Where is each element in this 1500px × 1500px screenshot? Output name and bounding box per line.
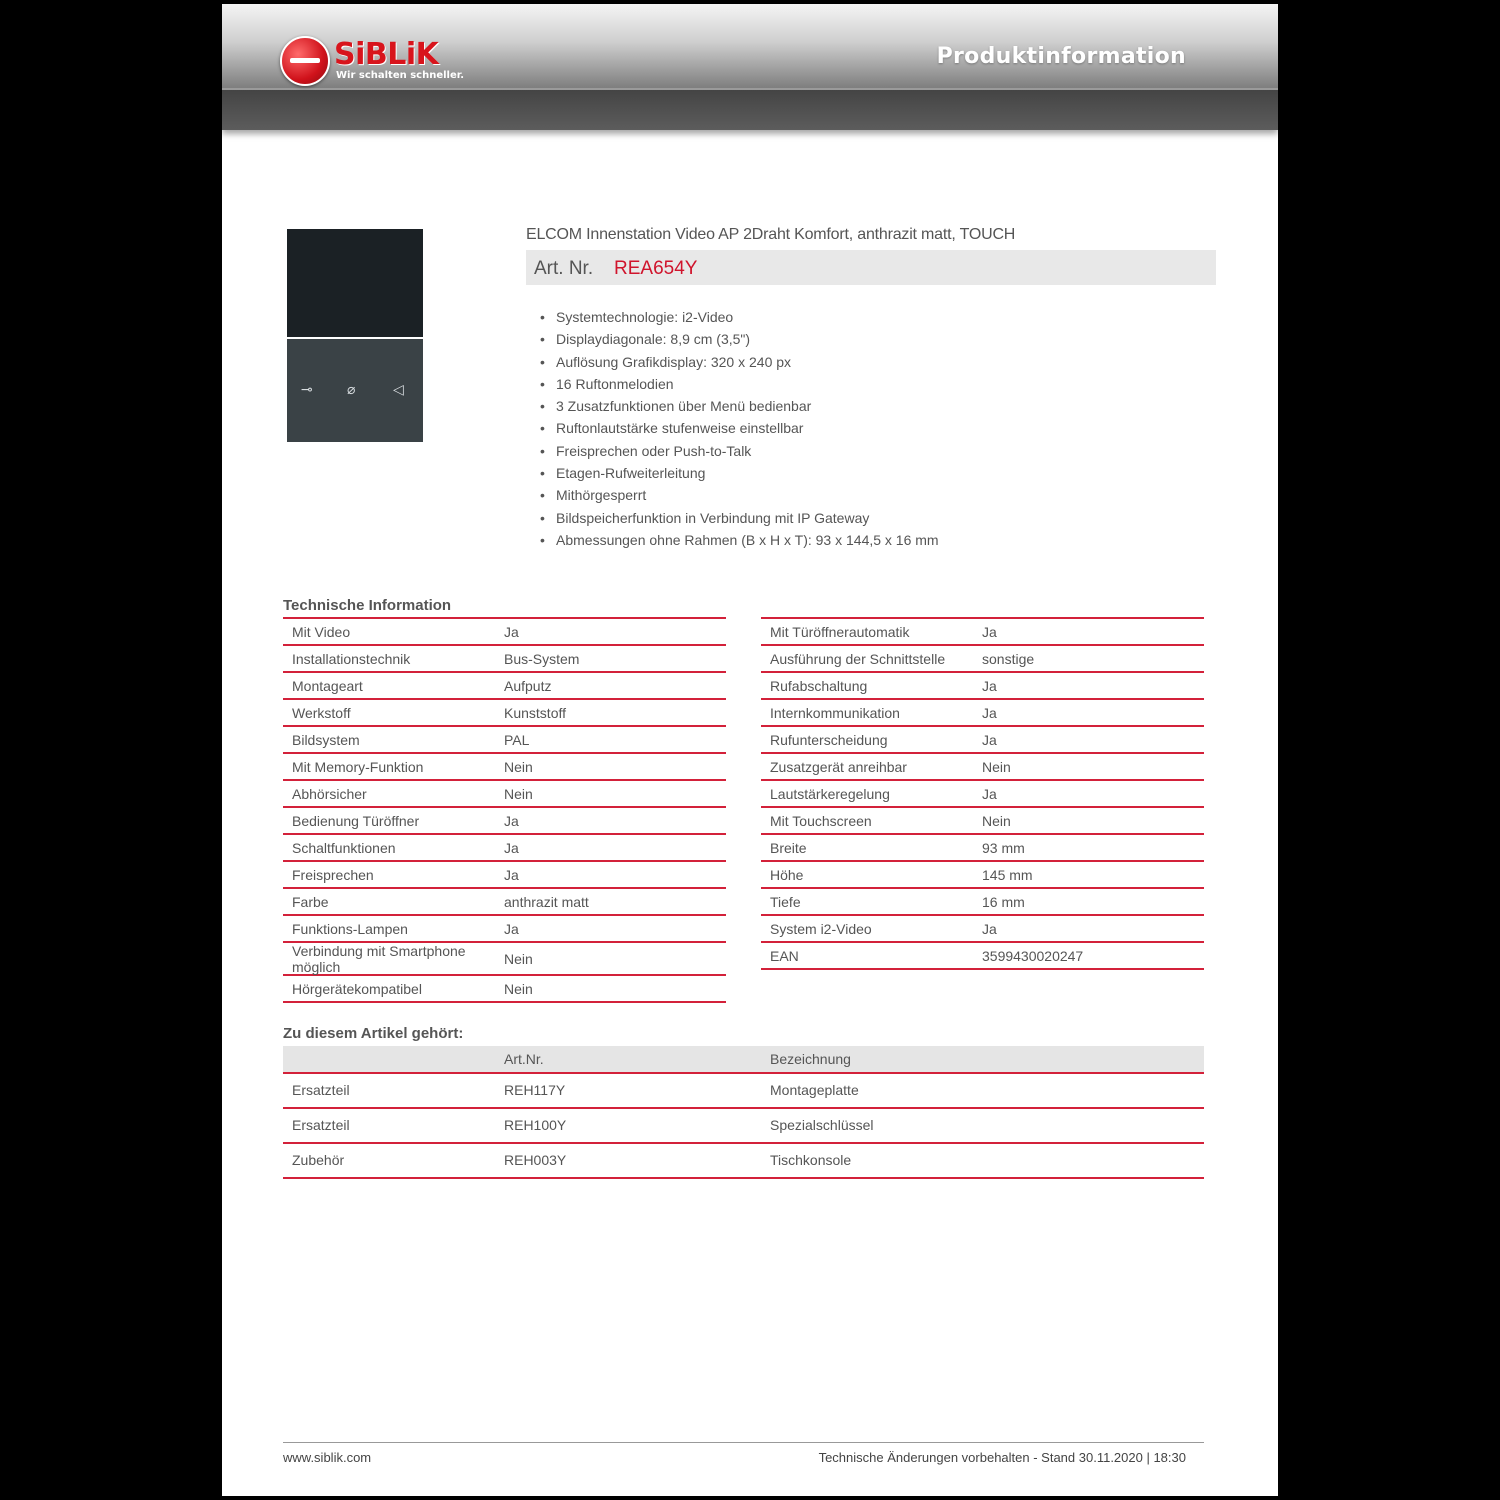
table-row <box>283 835 726 862</box>
table-row <box>283 727 726 754</box>
tech-key: Mit Touchscreen <box>770 813 872 829</box>
table-row <box>283 754 726 781</box>
tech-value: PAL <box>504 732 530 748</box>
tech-value: Ja <box>982 705 997 721</box>
tech-value: Ja <box>504 813 519 829</box>
speaker-icon: ◁ <box>393 382 404 398</box>
product-screen <box>287 229 423 337</box>
acc-artnr: REH100Y <box>504 1117 567 1133</box>
acc-artnr: REH117Y <box>504 1082 566 1098</box>
tech-value: 93 mm <box>982 840 1025 856</box>
tech-key: Montageart <box>292 678 363 694</box>
tech-key: Rufabschaltung <box>770 678 868 694</box>
tech-key: Lautstärkeregelung <box>770 786 890 802</box>
logo-tagline: Wir schalten schneller. <box>336 70 465 81</box>
tech-key: Mit Video <box>292 624 351 640</box>
table-row <box>761 754 1204 781</box>
table-row <box>283 916 726 943</box>
table-row <box>283 781 726 808</box>
tech-value: Nein <box>504 951 533 967</box>
feature-list <box>538 306 939 551</box>
footer-divider <box>283 1442 1204 1443</box>
table-row <box>283 617 726 646</box>
tech-value: Nein <box>504 786 533 802</box>
table-row <box>283 808 726 835</box>
product-image <box>287 229 423 442</box>
table-row <box>283 1144 1204 1179</box>
bell-muted-icon: ⌀ <box>347 382 356 398</box>
table-row <box>761 862 1204 889</box>
tech-key: Hörgerätekompatibel <box>292 981 422 997</box>
tech-value: Aufputz <box>504 678 552 694</box>
tech-key: Rufunterscheidung <box>770 732 888 748</box>
tech-key: Tiefe <box>770 894 801 910</box>
tech-value: 3599430020247 <box>982 948 1084 964</box>
acc-type: Zubehör <box>292 1152 345 1168</box>
document-page <box>222 4 1278 1496</box>
tech-key: Internkommunikation <box>770 705 900 721</box>
key-icon: ⊸ <box>301 382 313 398</box>
tech-key: Zusatzgerät anreihbar <box>770 759 907 775</box>
acc-type: Ersatzteil <box>292 1117 350 1133</box>
footer-note: Technische Änderungen vorbehalten - Stand 30.11.2020 | 18:30 <box>818 1450 1186 1465</box>
tech-key: Bedienung Türöffner <box>292 813 420 829</box>
table-row <box>761 700 1204 727</box>
tech-key: Breite <box>770 840 807 856</box>
tech-key: Farbe <box>292 894 329 910</box>
tech-table-left <box>283 617 726 1003</box>
table-row <box>761 916 1204 943</box>
table-row <box>283 1074 1204 1109</box>
feature-item: • 3 Zusatzfunktionen über Menü bedienbar <box>538 395 939 417</box>
tech-value: 145 mm <box>982 867 1033 883</box>
tech-value: Nein <box>982 813 1011 829</box>
tech-heading: Technische Information <box>283 597 452 614</box>
accessories-heading: Zu diesem Artikel gehört: <box>283 1025 464 1042</box>
feature-item: • Etagen-Rufweiterleitung <box>538 462 939 484</box>
header-title: Produktinformation <box>936 44 1186 69</box>
tech-key: Höhe <box>770 867 804 883</box>
feature-item: • 16 Ruftonmelodien <box>538 373 939 395</box>
feature-item: • Bildspeicherfunktion in Verbindung mit IP Gateway <box>538 507 939 529</box>
tech-value: Nein <box>504 981 533 997</box>
tech-value: 16 mm <box>982 894 1025 910</box>
feature-item: • Abmessungen ohne Rahmen (B x H x T): 93 x 144,5 x 16 mm <box>538 529 939 551</box>
tech-value: Bus-System <box>504 651 580 667</box>
col-bez-header: Bezeichnung <box>770 1051 851 1067</box>
article-number-bar <box>526 250 1216 285</box>
table-row <box>761 727 1204 754</box>
siblik-logo <box>280 36 480 86</box>
tech-key: Freisprechen <box>292 867 374 883</box>
tech-key: Schaltfunktionen <box>292 840 396 856</box>
table-row <box>761 889 1204 916</box>
tech-value: Ja <box>982 786 997 802</box>
tech-key: Ausführung der Schnittstelle <box>770 651 946 667</box>
footer-website: www.siblik.com <box>283 1450 372 1465</box>
table-row <box>283 646 726 673</box>
tech-value: Ja <box>982 921 997 937</box>
tech-value: sonstige <box>982 651 1035 667</box>
tech-key: Werkstoff <box>292 705 351 721</box>
product-title: ELCOM Innenstation Video AP 2Draht Komfort, anthrazit matt, TOUCH <box>526 226 1016 243</box>
table-row <box>283 1109 1204 1144</box>
tech-key: Mit Memory-Funktion <box>292 759 424 775</box>
feature-item: • Auflösung Grafikdisplay: 320 x 240 px <box>538 351 939 373</box>
tech-value: Kunststoff <box>504 705 567 721</box>
tech-value: Ja <box>982 678 997 694</box>
table-row <box>761 617 1204 646</box>
tech-key: Mit Türöffnerautomatik <box>770 624 910 640</box>
acc-type: Ersatzteil <box>292 1082 350 1098</box>
tech-value: Ja <box>982 732 997 748</box>
tech-key: Abhörsicher <box>292 786 367 802</box>
table-row <box>283 976 726 1003</box>
table-row <box>283 943 726 976</box>
tech-value: Ja <box>504 840 519 856</box>
feature-item: • Displaydiagonale: 8,9 cm (3,5") <box>538 328 939 350</box>
col-artnr-header: Art.Nr. <box>504 1051 544 1067</box>
logo-name: SiBLiK <box>334 37 439 72</box>
header-divider <box>222 88 1278 90</box>
acc-bez: Tischkonsole <box>770 1152 852 1168</box>
table-row <box>761 781 1204 808</box>
accessories-table <box>283 1046 1204 1179</box>
tech-table-right <box>761 617 1204 970</box>
table-row <box>761 835 1204 862</box>
feature-item: • Freisprechen oder Push-to-Talk <box>538 440 939 462</box>
tech-key: Bildsystem <box>292 732 360 748</box>
table-row <box>283 862 726 889</box>
tech-value: anthrazit matt <box>504 894 589 910</box>
tech-value: Ja <box>982 624 997 640</box>
table-row <box>761 673 1204 700</box>
feature-item: • Mithörgesperrt <box>538 484 939 506</box>
table-header <box>283 1046 1204 1074</box>
tech-value: Ja <box>504 624 519 640</box>
artnr-value: REA654Y <box>614 258 698 279</box>
feature-item: • Systemtechnologie: i2-Video <box>538 306 939 328</box>
acc-artnr: REH003Y <box>504 1152 567 1168</box>
table-row <box>761 808 1204 835</box>
tech-value: Nein <box>504 759 533 775</box>
tech-value: Ja <box>504 867 519 883</box>
artnr-label: Art. Nr. <box>534 258 594 279</box>
table-row <box>761 943 1204 970</box>
logo-circle-icon <box>280 36 330 86</box>
acc-bez: Montageplatte <box>770 1082 859 1098</box>
page-header <box>222 4 1278 130</box>
acc-bez: Spezialschlüssel <box>770 1117 874 1133</box>
table-row <box>283 700 726 727</box>
table-row <box>283 673 726 700</box>
tech-key: Funktions-Lampen <box>292 921 408 937</box>
tech-value: Ja <box>504 921 519 937</box>
tech-key: EAN <box>770 948 799 964</box>
tech-value: Nein <box>982 759 1011 775</box>
tech-key: System i2-Video <box>770 921 872 937</box>
tech-key: Verbindung mit Smartphone möglich <box>292 943 466 975</box>
tech-key: Installationstechnik <box>292 651 411 667</box>
feature-item: • Ruftonlautstärke stufenweise einstellbar <box>538 417 939 439</box>
table-row <box>283 889 726 916</box>
product-panel <box>287 339 423 442</box>
table-row <box>761 646 1204 673</box>
